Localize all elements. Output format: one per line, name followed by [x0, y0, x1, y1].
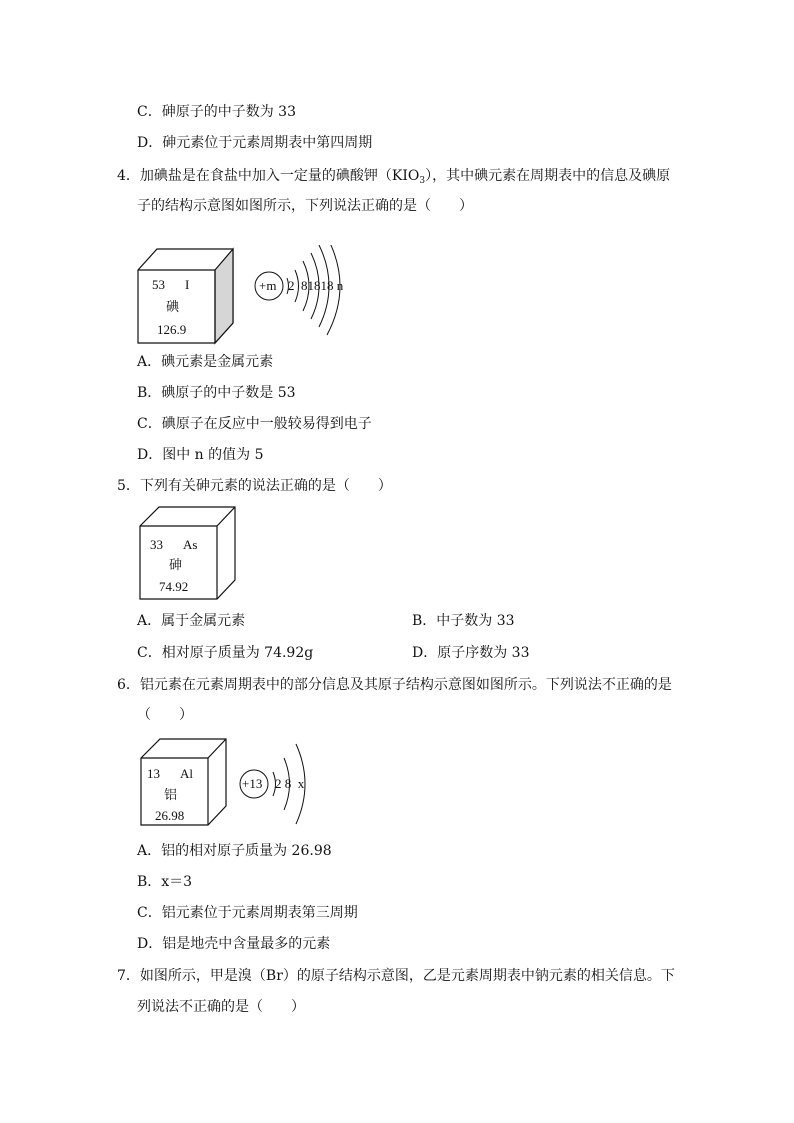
- q4-figure: [135, 245, 365, 345]
- q4-option-d: D．图中 n 的值为 5: [137, 447, 264, 463]
- atomic-mass: 26.98: [155, 808, 185, 823]
- atomic-number: 13: [147, 766, 160, 781]
- q6-figure: [138, 736, 328, 830]
- element-symbol: I: [185, 277, 190, 292]
- q7-stem-line1: 7．如图所示，甲是溴（Br）的原子结构示意图，乙是元素周期表中钠元素的相关信息。下: [117, 968, 675, 984]
- element-name: 铝: [164, 787, 178, 802]
- electron-shells: 2 8 x: [275, 776, 305, 791]
- q6-stem-line1: 6．铝元素在元素周期表中的部分信息及其原子结构示意图如图所示。下列说法不正确的是: [117, 677, 672, 693]
- q5-number: 5．: [117, 478, 140, 494]
- arsenic-element-cube: [140, 507, 235, 599]
- nucleus-charge: +13: [242, 776, 263, 791]
- aluminum-element-cube: [141, 739, 226, 825]
- iodine-atom-diagram: [255, 245, 344, 335]
- nucleus-charge: +m: [259, 278, 277, 293]
- atomic-mass: 126.9: [157, 322, 187, 337]
- q5-stem: 5．下列有关砷元素的说法正确的是（ ）: [117, 478, 392, 494]
- q4-option-c: C．碘原子在反应中一般较易得到电子: [137, 416, 372, 432]
- q4-option-a: A．碘元素是金属元素: [137, 354, 274, 370]
- q5-option-c: C．相对原子质量为 74.92g: [137, 645, 314, 661]
- q6-option-d: D．铝是地壳中含量最多的元素: [137, 936, 331, 952]
- atomic-number: 53: [152, 277, 165, 292]
- q6-stem-line2: （ ）: [137, 707, 193, 723]
- q7-number: 7．: [117, 968, 140, 984]
- element-symbol: As: [183, 537, 198, 552]
- q5-option-b: B．中子数为 33: [412, 613, 515, 629]
- prev-option-c: C．砷原子的中子数为 33: [137, 104, 296, 120]
- q4-number: 4．: [117, 168, 140, 184]
- element-name: 砷: [169, 557, 183, 572]
- prev-option-d: D．砷元素位于元素周期表中第四周期: [137, 135, 373, 151]
- q6-option-b: B．x＝3: [137, 874, 193, 890]
- element-symbol: Al: [180, 766, 193, 781]
- atomic-mass: 74.92: [159, 579, 189, 594]
- aluminum-atom-diagram: [240, 744, 305, 824]
- iodine-element-cube: [138, 249, 233, 343]
- element-name: 碘: [166, 299, 180, 314]
- q5-option-d: D．原子序数为 33: [412, 645, 530, 661]
- atomic-number: 33: [150, 537, 163, 552]
- q6-option-c: C．铝元素位于元素周期表第三周期: [137, 905, 358, 921]
- electron-shells: 2 81818 n: [288, 278, 344, 293]
- q7-stem-line2: 列说法不正确的是（ ）: [137, 999, 305, 1015]
- q6-option-a: A．铝的相对原子质量为 26.98: [137, 843, 332, 859]
- q5-option-a: A．属于金属元素: [137, 613, 246, 629]
- q4-stem-line1: 4．加碘盐是在食盐中加入一定量的碘酸钾$(KIO_3)$，其中碘元素在周期表中的信息及碘原: [117, 168, 671, 186]
- q4-stem-line2: 子的结构示意图如图所示，下列说法正确的是（ ）: [137, 198, 473, 214]
- q6-number: 6．: [117, 677, 140, 693]
- q4-option-b: B．碘原子的中子数是 53: [137, 385, 296, 401]
- q5-figure: [137, 504, 239, 604]
